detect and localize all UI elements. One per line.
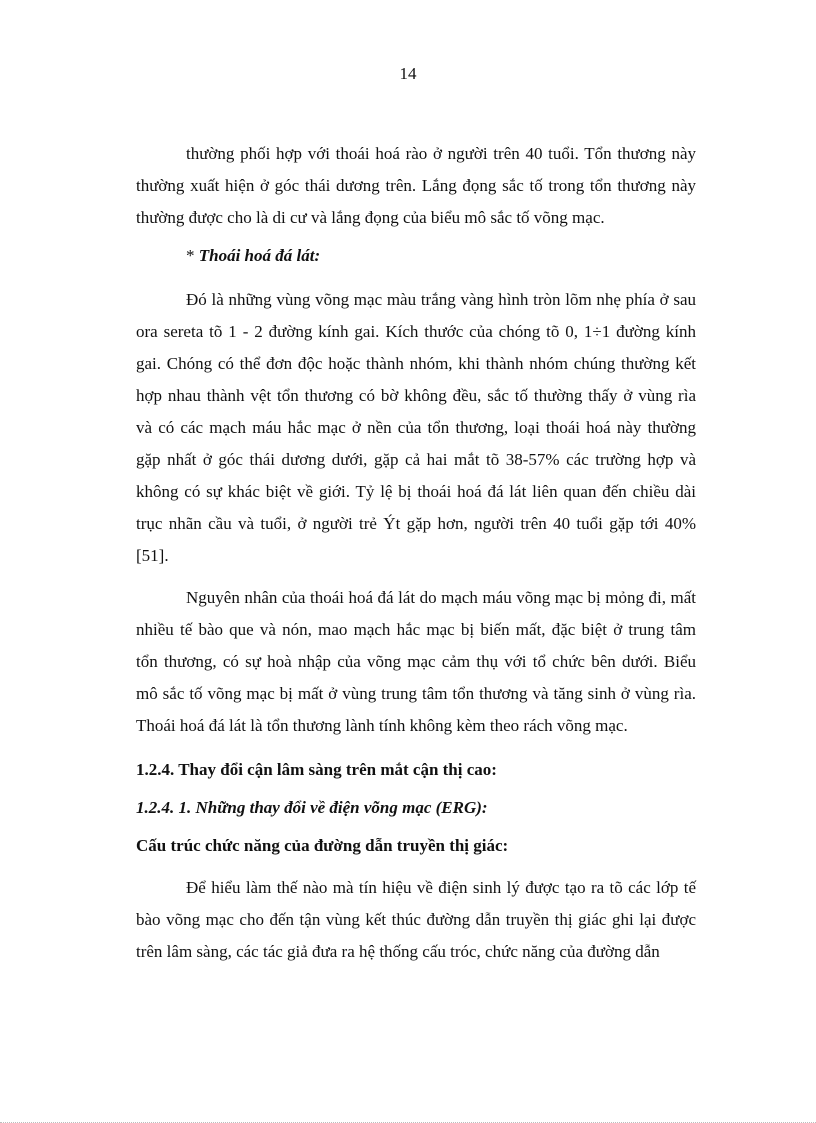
subheading-flagstone-degeneration — [186, 245, 320, 267]
text-line: Để hiểu làm thế nào mà tín hiệu về điện sinh lý được tạo ra tõ các lớp tế — [186, 878, 696, 897]
page-number: 14 — [399, 64, 417, 83]
text-line: hợp nhau thành vệt tổn thương có bờ không đều, sắc tố thường thấy ở vùng rìa — [136, 386, 696, 405]
text-line: nhiều tế bào que và nón, mao mạch hắc mạc bị biến mất, đặc biệt ở trung tâm — [136, 620, 696, 639]
subheading-title: Thoái hoá đá lát: — [198, 246, 321, 265]
text-line: Đó là những vùng võng mạc màu trắng vàng hình tròn lõm nhẹ phía ở sau — [186, 290, 696, 309]
text-line: thường được cho là di cư và lắng đọng của biểu mô sắc tố võng mạc. — [136, 208, 605, 227]
text-line: gai. Chóng có thể đơn độc hoặc thành nhóm, khi thành nhóm chúng thường kết — [136, 354, 696, 373]
text-line: trục nhãn cầu và tuổi, ở người trẻ Ýt gặp hơn, người trên 40 tuổi gặp tới 40% — [136, 514, 696, 533]
text-line: thường phối hợp với thoái hoá rào ở người trên 40 tuổi. Tổn thương này — [186, 144, 696, 163]
section-heading: 1.2.4. Thay đổi cận lâm sàng trên mắt cận thị cao: — [136, 760, 497, 779]
text-line: tổn thương, có sự hoà nhập của võng mạc cảm thụ với tổ chức bên dưới. Biểu — [136, 652, 696, 671]
text-line: mô sắc tố võng mạc bị mất ở vùng trung tâm tổn thương và tăng sinh ở vùng rìa. — [136, 684, 696, 703]
text-line: [51]. — [136, 546, 169, 565]
text-line: thường xuất hiện ở góc thái dương trên. Lắng đọng sắc tố trong tổn thương này — [136, 176, 696, 195]
subsection-heading: 1.2.4. 1. Những thay đổi về điện võng mạc (ERG): — [136, 798, 488, 817]
text-line: trên lâm sàng, các tác giả đưa ra hệ thống cấu tróc, chức năng của đường dẫn — [136, 942, 660, 961]
text-line: bào võng mạc cho đến tận vùng kết thúc đường dẫn truyền thị giác ghi lại được — [136, 910, 696, 929]
text-line: và có các mạch máu hắc mạc ở nền của tổn thương, loại thoái hoá này thường — [136, 418, 696, 437]
text-line: Thoái hoá đá lát là tổn thương lành tính không kèm theo rách võng mạc. — [136, 716, 628, 735]
text-line: gặp nhất ở góc thái dương dưới, gặp cả hai mắt tõ 38-57% các trường hợp và — [136, 450, 696, 469]
topic-heading: Cấu trúc chức năng của đường dẫn truyền thị giác: — [136, 836, 509, 855]
text-line: ora sereta tõ 1 - 2 đường kính gai. Kích thước của chóng tõ 0, 1÷1 đường kính — [136, 322, 696, 341]
text-line: Nguyên nhân của thoái hoá đá lát do mạch máu võng mạc bị mỏng đi, mất — [186, 588, 696, 607]
text-line: không có sự khác biệt về giới. Tỷ lệ bị thoái hoá đá lát liên quan đến chiều dài — [136, 482, 696, 501]
bullet-star: * — [186, 246, 199, 265]
